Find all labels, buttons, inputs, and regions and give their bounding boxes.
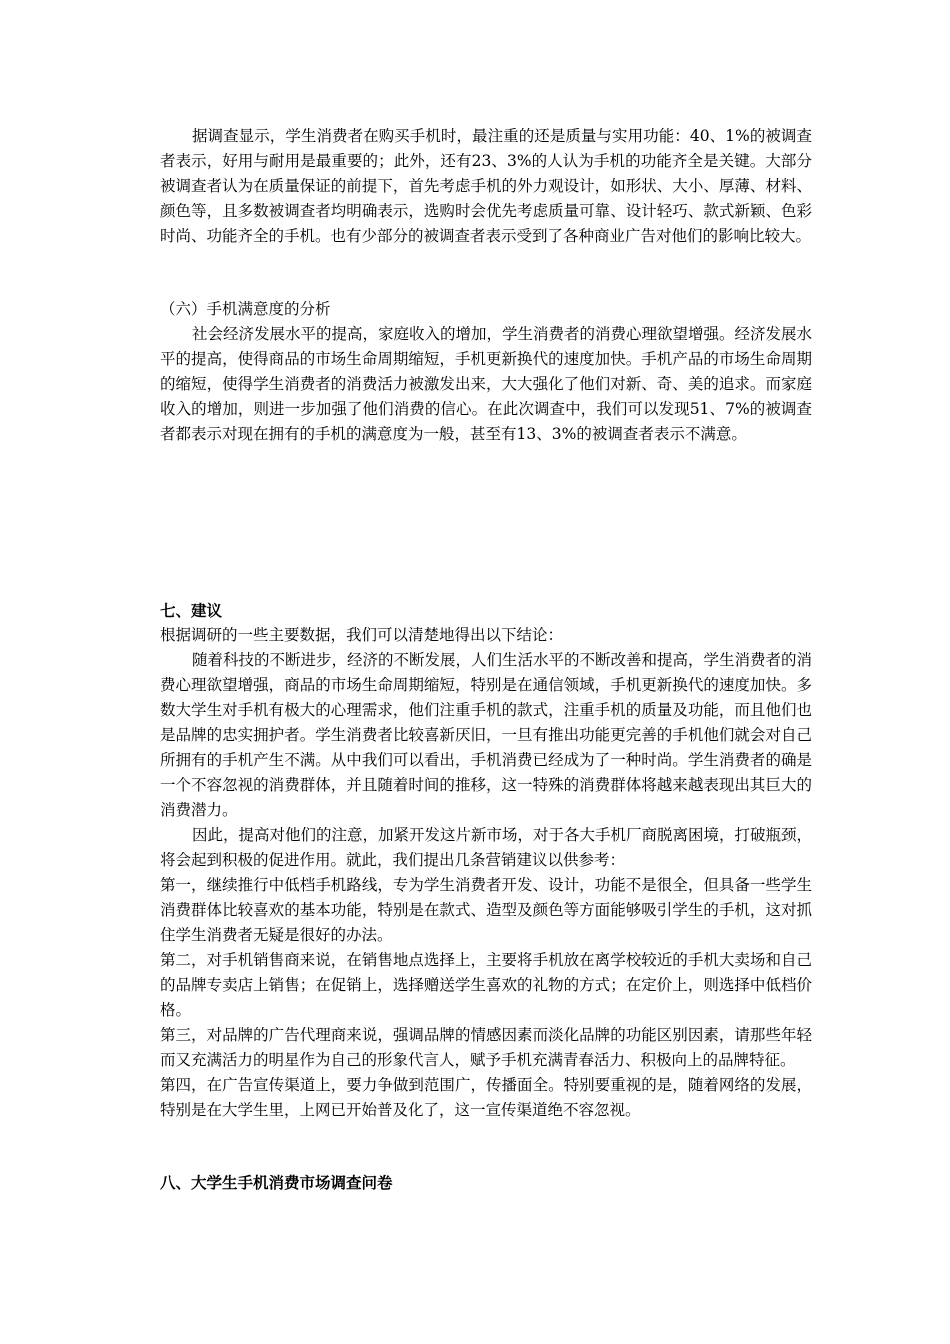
satisfaction-section bbox=[160, 297, 812, 447]
suggestion-paragraph-2: 因此，提高对他们的注意，加紧开发这片新市场，对于各大手机厂商脱离困境，打破瓶颈，将会起到积极的促进作用。就此，我们提出几条营销建议以供参考： bbox=[160, 826, 813, 869]
quality-paragraph: 据调查显示，学生消费者在购买手机时，最注重的还是质量与实用功能：40、1%的被调查者表示，好用与耐用是最重要的；此外，还有23、3%的人认为手机的功能齐全是关键。大部分被调查者认为在质量保证的前提下，首先考虑手机的外力观设计，如形状、大小、厚薄、材料、颜色等，且多数被调查者均明确表示，选购时会优先考虑质量可靠、设计轻巧、款式新颖、色彩时尚、功能齐全的手机。也有少部分的被调查者表示受到了各种商业广告对他们的影响比较大。 bbox=[160, 127, 812, 245]
questionnaire-heading: 八、大学生手机消费市场调查问卷 bbox=[160, 1173, 393, 1192]
suggestion-heading: 七、建议 bbox=[160, 601, 223, 620]
quality-section bbox=[160, 124, 812, 249]
suggestion-point-1: 第一，继续推行中低档手机路线，专为学生消费者开发、设计，功能不是很全，但具备一些学生消费群体比较喜欢的基本功能，特别是在款式、造型及颜色等方面能够吸引学生的手机，这对抓住学生消费者无疑是很好的办法。 bbox=[160, 876, 812, 944]
suggestion-point-4: 第四，在广告宣传渠道上，要力争做到范围广，传播面全。特别要重视的是，随着网络的发展，特别是在大学生里，上网已开始普及化了，这一宣传渠道绝不容忽视。 bbox=[160, 1076, 812, 1119]
questionnaire-section bbox=[160, 1170, 812, 1195]
suggestion-point-2: 第二，对手机销售商来说，在销售地点选择上，主要将手机放在离学校较近的手机大卖场和自己的品牌专卖店上销售；在促销上，选择赠送学生喜欢的礼物的方式；在定价上，则选择中低档价格。 bbox=[160, 951, 812, 1019]
suggestion-section bbox=[160, 598, 812, 1123]
satisfaction-heading: （六）手机满意度的分析 bbox=[160, 300, 331, 318]
satisfaction-paragraph: 社会经济发展水平的提高，家庭收入的增加，学生消费者的消费心理欲望增强。经济发展水平的提高，使得商品的市场生命周期缩短，手机更新换代的速度加快。手机产品的市场生命周期的缩短，使得学生消费者的消费活力被激发出来，大大强化了他们对新、奇、美的追求。而家庭收入的增加，则进一步加强了他们消费的信心。在此次调查中，我们可以发现51、7%的被调查者都表示对现在拥有的手机的满意度为一般，甚至有13、3%的被调查者表示不满意。 bbox=[160, 325, 813, 443]
suggestion-paragraph-1: 随着科技的不断进步，经济的不断发展，人们生活水平的不断改善和提高，学生消费者的消费心理欲望增强，商品的市场生命周期缩短，特别是在通信领域，手机更新换代的速度加快。多数大学生对手机有极大的心理需求，他们注重手机的款式，注重手机的质量及功能，而且他们也是品牌的忠实拥护者。学生消费者比较喜新厌旧，一旦有推出功能更完善的手机他们就会对自己所拥有的手机产生不满。从中我们可以看出，手机消费已经成为了一种时尚。学生消费者的确是一个不容忽视的消费群体，并且随着时间的推移，这一特殊的消费群体将越来越表现出其巨大的消费潜力。 bbox=[160, 651, 813, 819]
suggestion-intro: 根据调研的一些主要数据，我们可以清楚地得出以下结论： bbox=[160, 626, 564, 644]
suggestion-point-3: 第三，对品牌的广告代理商来说，强调品牌的情感因素而淡化品牌的功能区别因素，请那些年轻而又充满活力的明星作为自己的形象代言人，赋予手机充满青春活力、积极向上的品牌特征。 bbox=[160, 1026, 812, 1069]
